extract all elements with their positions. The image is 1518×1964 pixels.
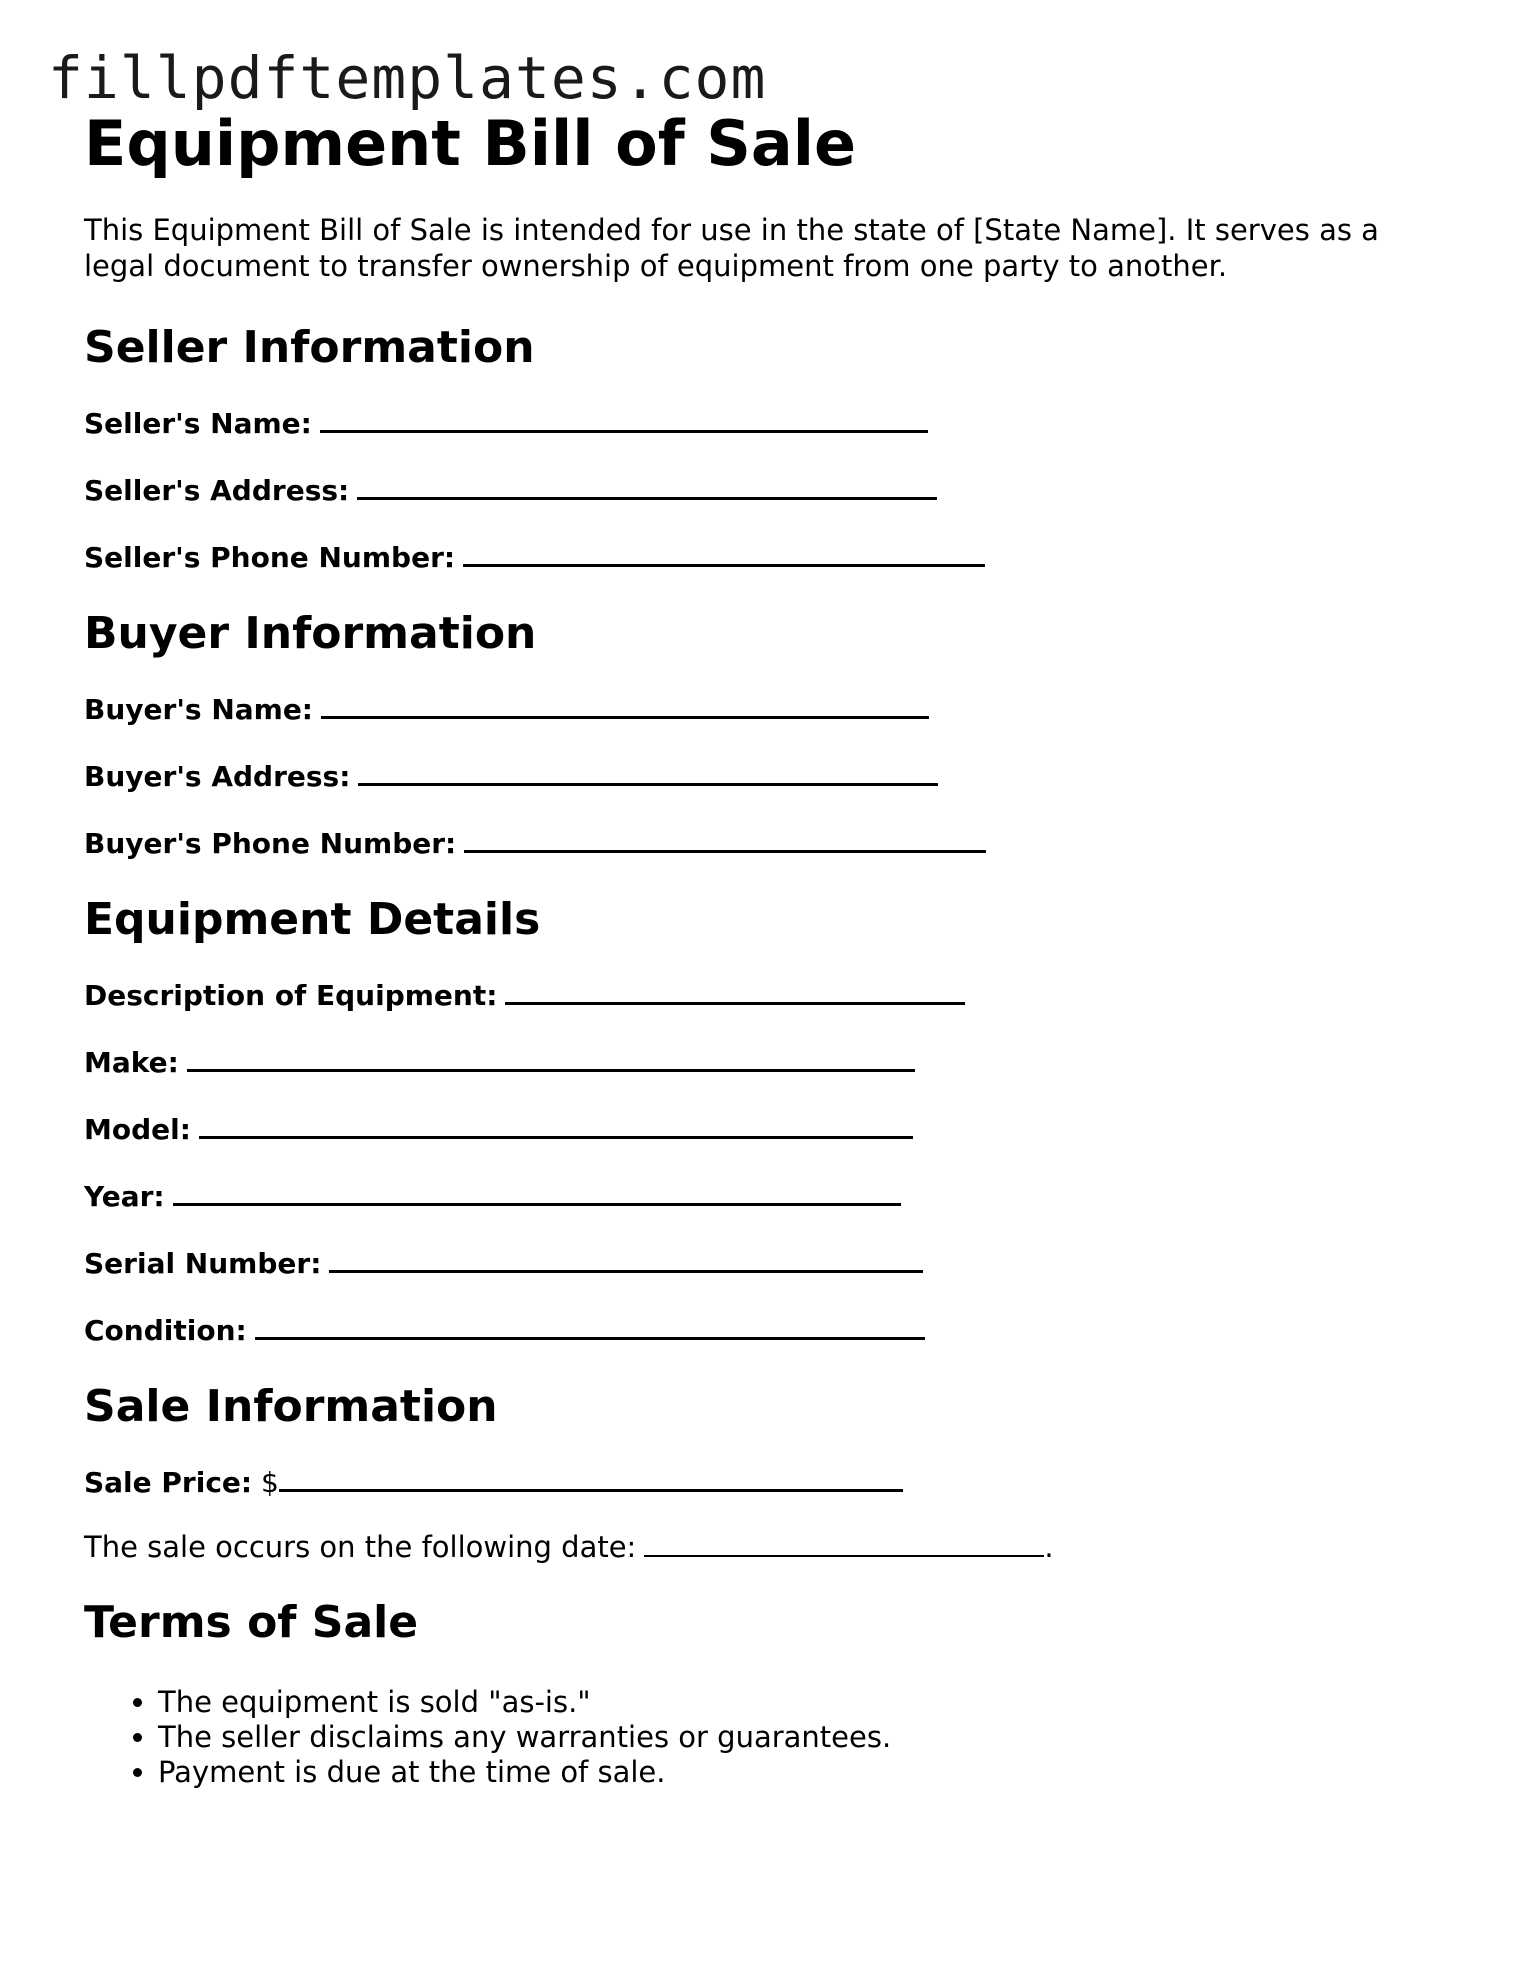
buyer-phone-label: Buyer's Phone Number: bbox=[84, 827, 457, 860]
sale-section bbox=[84, 1379, 1464, 1565]
equipment-serial-blank[interactable] bbox=[329, 1244, 923, 1273]
sale-date-field bbox=[84, 1529, 1464, 1565]
buyer-address-label: Buyer's Address: bbox=[84, 760, 351, 793]
document-body bbox=[84, 104, 1464, 1790]
seller-phone-field bbox=[84, 538, 1464, 576]
equipment-condition-label: Condition: bbox=[84, 1314, 247, 1347]
equipment-description-field bbox=[84, 976, 1464, 1014]
equipment-year-blank[interactable] bbox=[173, 1177, 901, 1206]
sale-heading: Sale Information bbox=[84, 1381, 498, 1432]
currency-symbol: $ bbox=[261, 1466, 279, 1499]
equipment-year-label: Year: bbox=[84, 1180, 165, 1213]
terms-item-payment: • Payment is due at the time of sale. bbox=[158, 1755, 1464, 1790]
sale-price-field bbox=[84, 1463, 1464, 1501]
buyer-address-blank[interactable] bbox=[358, 757, 938, 786]
sale-date-blank[interactable] bbox=[644, 1529, 1044, 1557]
sale-date-period: . bbox=[1044, 1530, 1054, 1564]
buyer-name-field bbox=[84, 690, 1464, 728]
seller-address-field bbox=[84, 471, 1464, 509]
terms-item-warranty: • The seller disclaims any warranties or guarantees. bbox=[158, 1720, 1464, 1755]
seller-name-field bbox=[84, 404, 1464, 442]
equipment-serial-field bbox=[84, 1244, 1464, 1282]
seller-phone-label: Seller's Phone Number: bbox=[84, 541, 456, 574]
seller-heading: Seller Information bbox=[84, 322, 535, 373]
sale-date-text: The sale occurs on the following date: bbox=[84, 1530, 637, 1564]
equipment-condition-field bbox=[84, 1311, 1464, 1349]
equipment-make-field bbox=[84, 1043, 1464, 1081]
document-title: Equipment Bill of Sale bbox=[84, 107, 857, 180]
terms-item-as-is: • The equipment is sold "as-is." bbox=[158, 1685, 1464, 1720]
seller-address-label: Seller's Address: bbox=[84, 474, 350, 507]
equipment-serial-label: Serial Number: bbox=[84, 1247, 322, 1280]
buyer-heading: Buyer Information bbox=[84, 608, 537, 659]
buyer-phone-blank[interactable] bbox=[464, 824, 986, 853]
buyer-section bbox=[84, 606, 1464, 862]
buyer-name-blank[interactable] bbox=[321, 690, 929, 719]
equipment-condition-blank[interactable] bbox=[255, 1311, 925, 1340]
seller-address-blank[interactable] bbox=[357, 471, 937, 500]
seller-name-label: Seller's Name: bbox=[84, 407, 312, 440]
seller-section bbox=[84, 320, 1464, 576]
watermark-text: fillpdftemplates.com bbox=[48, 44, 767, 112]
terms-list bbox=[84, 1685, 1464, 1790]
equipment-year-field bbox=[84, 1177, 1464, 1215]
terms-heading: Terms of Sale bbox=[84, 1597, 419, 1648]
equipment-make-label: Make: bbox=[84, 1046, 179, 1079]
seller-phone-blank[interactable] bbox=[463, 538, 985, 567]
seller-name-blank[interactable] bbox=[320, 404, 928, 433]
terms-section bbox=[84, 1595, 1464, 1790]
sale-price-blank[interactable] bbox=[279, 1463, 903, 1492]
equipment-model-field bbox=[84, 1110, 1464, 1148]
equipment-model-label: Model: bbox=[84, 1113, 191, 1146]
sale-price-label: Sale Price: bbox=[84, 1466, 253, 1499]
equipment-heading: Equipment Details bbox=[84, 894, 541, 945]
buyer-name-label: Buyer's Name: bbox=[84, 693, 314, 726]
intro-paragraph: This Equipment Bill of Sale is intended for use in the state of [State Name]. It serves as a legal document to transfer ownership of equipment from one party to another. bbox=[84, 213, 1379, 283]
equipment-section bbox=[84, 892, 1464, 1349]
equipment-description-label: Description of Equipment: bbox=[84, 979, 498, 1012]
equipment-make-blank[interactable] bbox=[187, 1043, 915, 1072]
equipment-model-blank[interactable] bbox=[199, 1110, 913, 1139]
buyer-address-field bbox=[84, 757, 1464, 795]
buyer-phone-field bbox=[84, 824, 1464, 862]
equipment-description-blank[interactable] bbox=[505, 976, 965, 1005]
